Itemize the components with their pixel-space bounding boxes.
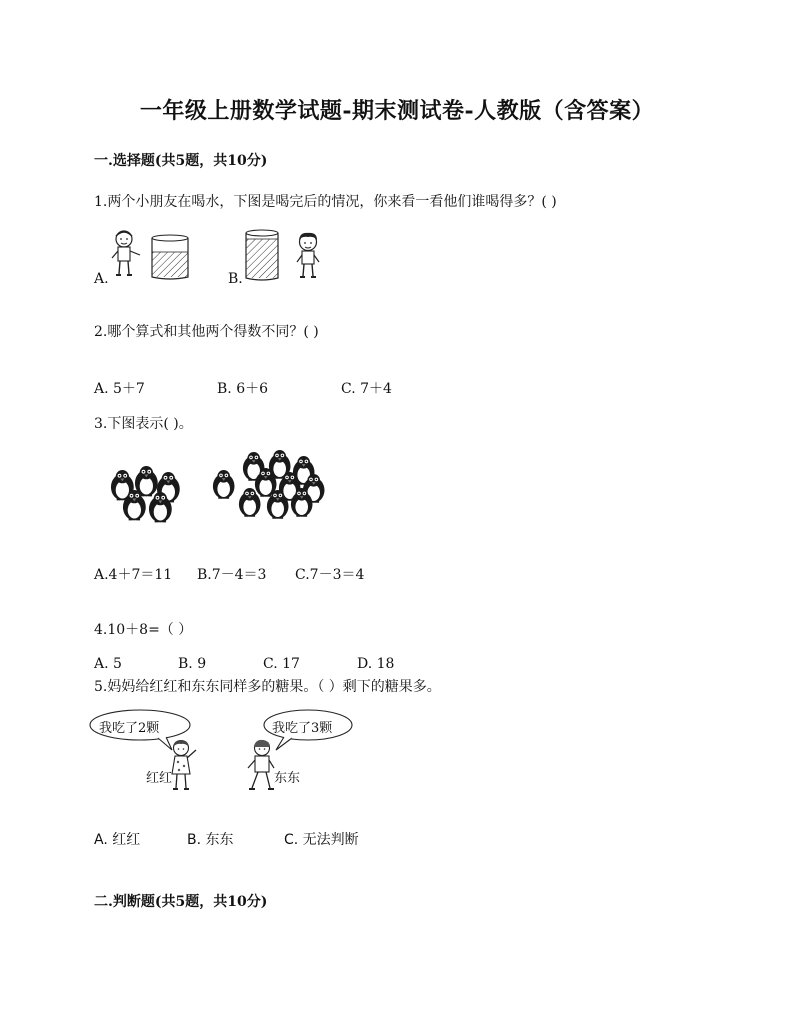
question-5-text: 5.妈妈给红红和东东同样多的糖果。（ ）剩下的糖果多。 <box>94 679 441 695</box>
question-2-option-c: C. 7＋4 <box>341 381 392 397</box>
question-1-option-b-label: B. <box>228 271 243 287</box>
question-5-option-c: C. 无法判断 <box>284 832 359 848</box>
glass-a-icon <box>150 234 190 280</box>
question-1-option-a-label: A. <box>94 271 109 287</box>
name-label-dongdong: 东东 <box>274 771 301 786</box>
question-2-text: 2.哪个算式和其他两个得数不同？( ) <box>94 324 319 340</box>
penguin-group-left-illustration <box>108 460 190 522</box>
question-1-text: 1.两个小朋友在喝水，下图是喝完后的情况，你来看一看他们谁喝得多？( ) <box>94 194 557 210</box>
question-3-option-b: B.7－4＝3 <box>197 567 267 583</box>
question-2-option-b: B. 6＋6 <box>217 381 269 397</box>
question-3-option-a: A.4＋7＝11 <box>94 567 173 583</box>
question-4-option-c: C. 17 <box>263 656 300 672</box>
question-2-option-a: A. 5＋7 <box>94 381 145 397</box>
glass-b-icon <box>244 229 280 281</box>
penguin-icon <box>239 488 261 517</box>
section-heading-true-false: 二.判断题(共5题，共10分) <box>94 894 268 910</box>
child-drinking-right-illustration <box>292 230 326 282</box>
section-heading-choice: 一.选择题(共5题，共10分) <box>94 153 268 169</box>
question-3-text: 3.下图表示( )。 <box>94 416 193 432</box>
question-3-option-c: C.7－3＝4 <box>295 567 365 583</box>
name-label-honghong: 红红 <box>146 771 173 786</box>
question-5-option-a: A. 红红 <box>94 832 141 848</box>
page-title: 一年级上册数学试题-期末测试卷-人教版（含答案） <box>139 98 655 124</box>
question-4-text: 4.10＋8=（ ） <box>94 622 193 638</box>
speech-bubble-right-text: 我吃了3颗 <box>272 721 333 736</box>
question-4-option-a: A. 5 <box>94 656 122 672</box>
speech-bubble-left-text: 我吃了2颗 <box>99 721 160 736</box>
penguin-icon <box>213 470 235 499</box>
question-4-option-b: B. 9 <box>178 656 207 672</box>
penguin-group-right-illustration <box>210 450 328 522</box>
question-5-option-b: B. 东东 <box>187 832 234 848</box>
child-drinking-left-illustration <box>108 228 144 280</box>
question-4-option-d: D. 18 <box>357 656 395 672</box>
